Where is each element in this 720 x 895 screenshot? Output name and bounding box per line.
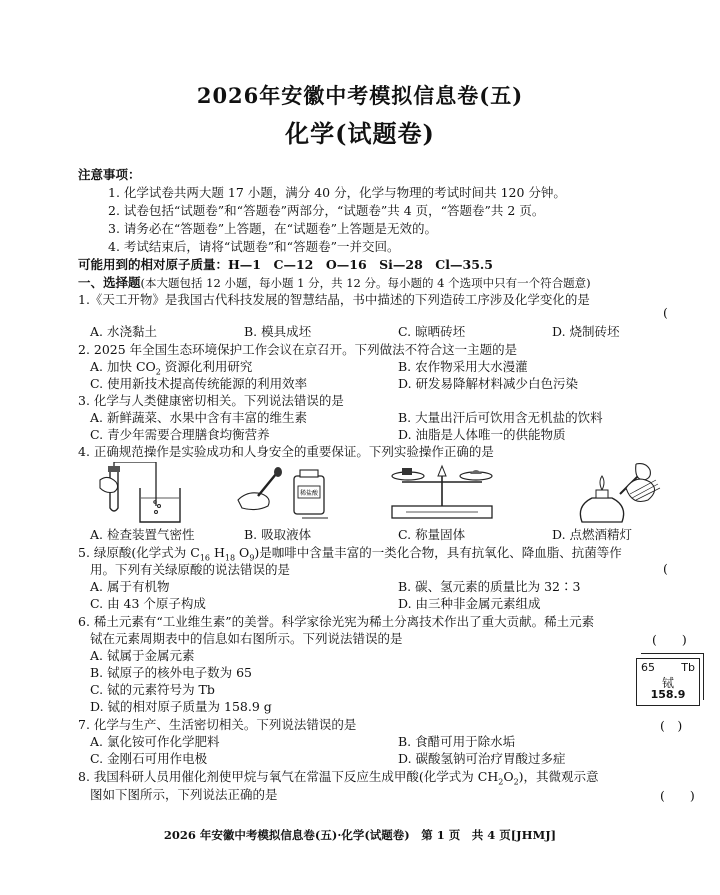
q6-option-c: C. 铽的元素符号为 Tb <box>90 682 215 697</box>
q1-answer-paren: ( <box>663 305 668 320</box>
q1-option-d: D. 烧制砖坯 <box>552 324 620 339</box>
element-card-terbium <box>636 658 700 706</box>
page-footer: 2026 年安徽中考模拟信息卷(五)·化学(试题卷) 第 1 页 共 4 页[JHMJ] <box>163 828 557 842</box>
section-heading-line <box>78 274 591 292</box>
notice-item-3: 3. 请务必在“答题卷”上答题，在“试题卷”上答题是无效的。 <box>108 221 437 236</box>
q2-option-c: C. 使用新技术提高传统能源的利用效率 <box>90 376 308 391</box>
q1-option-c: C. 晾晒砖坯 <box>398 324 466 339</box>
q6-answer-paren: ( ) <box>652 632 687 647</box>
q3-option-b: B. 大量出汗后可饮用含无机盐的饮料 <box>398 410 603 425</box>
q1-option-b: B. 模具成坯 <box>244 324 312 339</box>
q1-option-a: A. 水浇黏土 <box>90 324 157 339</box>
figure-balance <box>386 462 498 524</box>
element-symbol: Tb <box>681 661 695 674</box>
q7-option-b: B. 食醋可用于除水垢 <box>398 734 516 749</box>
page-title: 2026年安徽中考模拟信息卷(五) <box>196 83 524 108</box>
q5-option-b: B. 碳、氢元素的质量比为 32∶3 <box>398 579 581 594</box>
q7-option-c: C. 金刚石可用作电极 <box>90 751 208 766</box>
element-name: 铽 <box>661 676 674 690</box>
bottle-label: 稀盐酸 <box>299 490 319 497</box>
notice-item-4: 4. 考试结束后，请将“试题卷”和“答题卷”一并交回。 <box>108 239 400 254</box>
q6-stem: 6. 稀土元素有“工业维生素”的美誉。科学家徐光宪为稀土分离技术作出了重大贡献。稀土元素 <box>78 614 595 629</box>
q6-stem-line2: 铽在元素周期表中的信息如右图所示。下列说法错误的是 <box>90 631 403 646</box>
q6-option-a: A. 铽属于金属元素 <box>90 648 195 663</box>
q4-option-d: D. 点燃酒精灯 <box>552 527 633 542</box>
notice-heading: 注意事项： <box>78 167 141 182</box>
section-heading: 一、选择题 <box>78 275 141 290</box>
figure-dropper <box>232 466 342 526</box>
q2-option-a: A. 加快 $CO_2$ 资源化利用研究 <box>90 359 253 377</box>
q4-option-a: A. 检查装置气密性 <box>90 527 195 542</box>
q3-option-a: A. 新鲜蔬菜、水果中含有丰富的维生素 <box>90 410 307 425</box>
figure-airtightness-check <box>96 462 196 526</box>
q3-stem: 3. 化学与人类健康密切相关。下列说法错误的是 <box>78 393 344 408</box>
atomic-masses: 可能用到的相对原子质量：H—1 C—12 O—16 Si—28 Cl—35.5 <box>78 257 493 272</box>
q6-option-b: B. 铽原子的核外电子数为 65 <box>90 665 253 680</box>
section-note: (本大题包括 12 小题，每小题 1 分，共 12 分。每小题的 4 个选项中只有一个符合题意) <box>140 276 591 290</box>
q5-option-c: C. 由 43 个原子构成 <box>90 596 206 611</box>
element-number: 65 <box>641 661 655 674</box>
q7-option-d: D. 碳酸氢钠可治疗胃酸过多症 <box>398 751 566 766</box>
q8-answer-paren: ( ) <box>660 788 695 803</box>
q5-answer-paren: ( <box>663 561 668 576</box>
q4-option-c: C. 称量固体 <box>398 527 466 542</box>
q3-option-d: D. 油脂是人体唯一的供能物质 <box>398 427 566 442</box>
q3-option-c: C. 青少年需要合理膳食均衡营养 <box>90 427 270 442</box>
page-subtitle: 化学(试题卷) <box>285 119 435 148</box>
q7-answer-paren: ( ) <box>660 718 683 733</box>
q8-stem-line2: 图如下图所示，下列说法正确的是 <box>90 787 278 802</box>
q2-option-d: D. 研发易降解材料减少白色污染 <box>398 376 579 391</box>
q2-stem: 2. 2025 年全国生态环境保护工作会议在京召开。下列做法不符合这一主题的是 <box>78 342 518 357</box>
q4-option-b: B. 吸取液体 <box>244 527 312 542</box>
notice-item-1: 1. 化学试卷共两大题 17 小题，满分 40 分，化学与物理的考试时间共 120 分钟。 <box>108 185 566 200</box>
q7-option-a: A. 氯化铵可作化学肥料 <box>90 734 220 749</box>
element-mass: 158.9 <box>650 688 686 701</box>
q5-stem-line2: 用。下列有关绿原酸的说法错误的是 <box>90 562 291 577</box>
q8-stem: 8. 我国科研人员用催化剂使甲烷与氧气在常温下反应生成甲酸(化学式为 $CH_2O_2$)，其微观示意 <box>78 769 599 787</box>
q5-stem: 5. 绿原酸(化学式为 $C_{16}$ $H_{18}$ $O_9$)是咖啡中含量丰富的一类化合物，具有抗氧化、降血脂、抗菌等作 <box>78 545 622 563</box>
figure-alcohol-lamp <box>566 460 672 526</box>
q7-stem: 7. 化学与生产、生活密切相关。下列说法错误的是 <box>78 717 357 732</box>
q4-stem: 4. 正确规范操作是实验成功和人身安全的重要保证。下列实验操作正确的是 <box>78 444 494 459</box>
q5-option-d: D. 由三种非金属元素组成 <box>398 596 541 611</box>
q1-stem: 1.《天工开物》是我国古代科技发展的智慧结晶，书中描述的下列造砖工序涉及化学变化的是 <box>78 292 590 307</box>
notice-item-2: 2. 试卷包括“试题卷”和“答题卷”两部分，“试题卷”共 4 页，“答题卷”共 2 页。 <box>108 203 545 218</box>
q2-option-b: B. 农作物采用大水漫灌 <box>398 359 528 374</box>
q6-option-d: D. 铽的相对原子质量为 158.9 g <box>90 699 272 714</box>
q5-option-a: A. 属于有机物 <box>90 579 170 594</box>
